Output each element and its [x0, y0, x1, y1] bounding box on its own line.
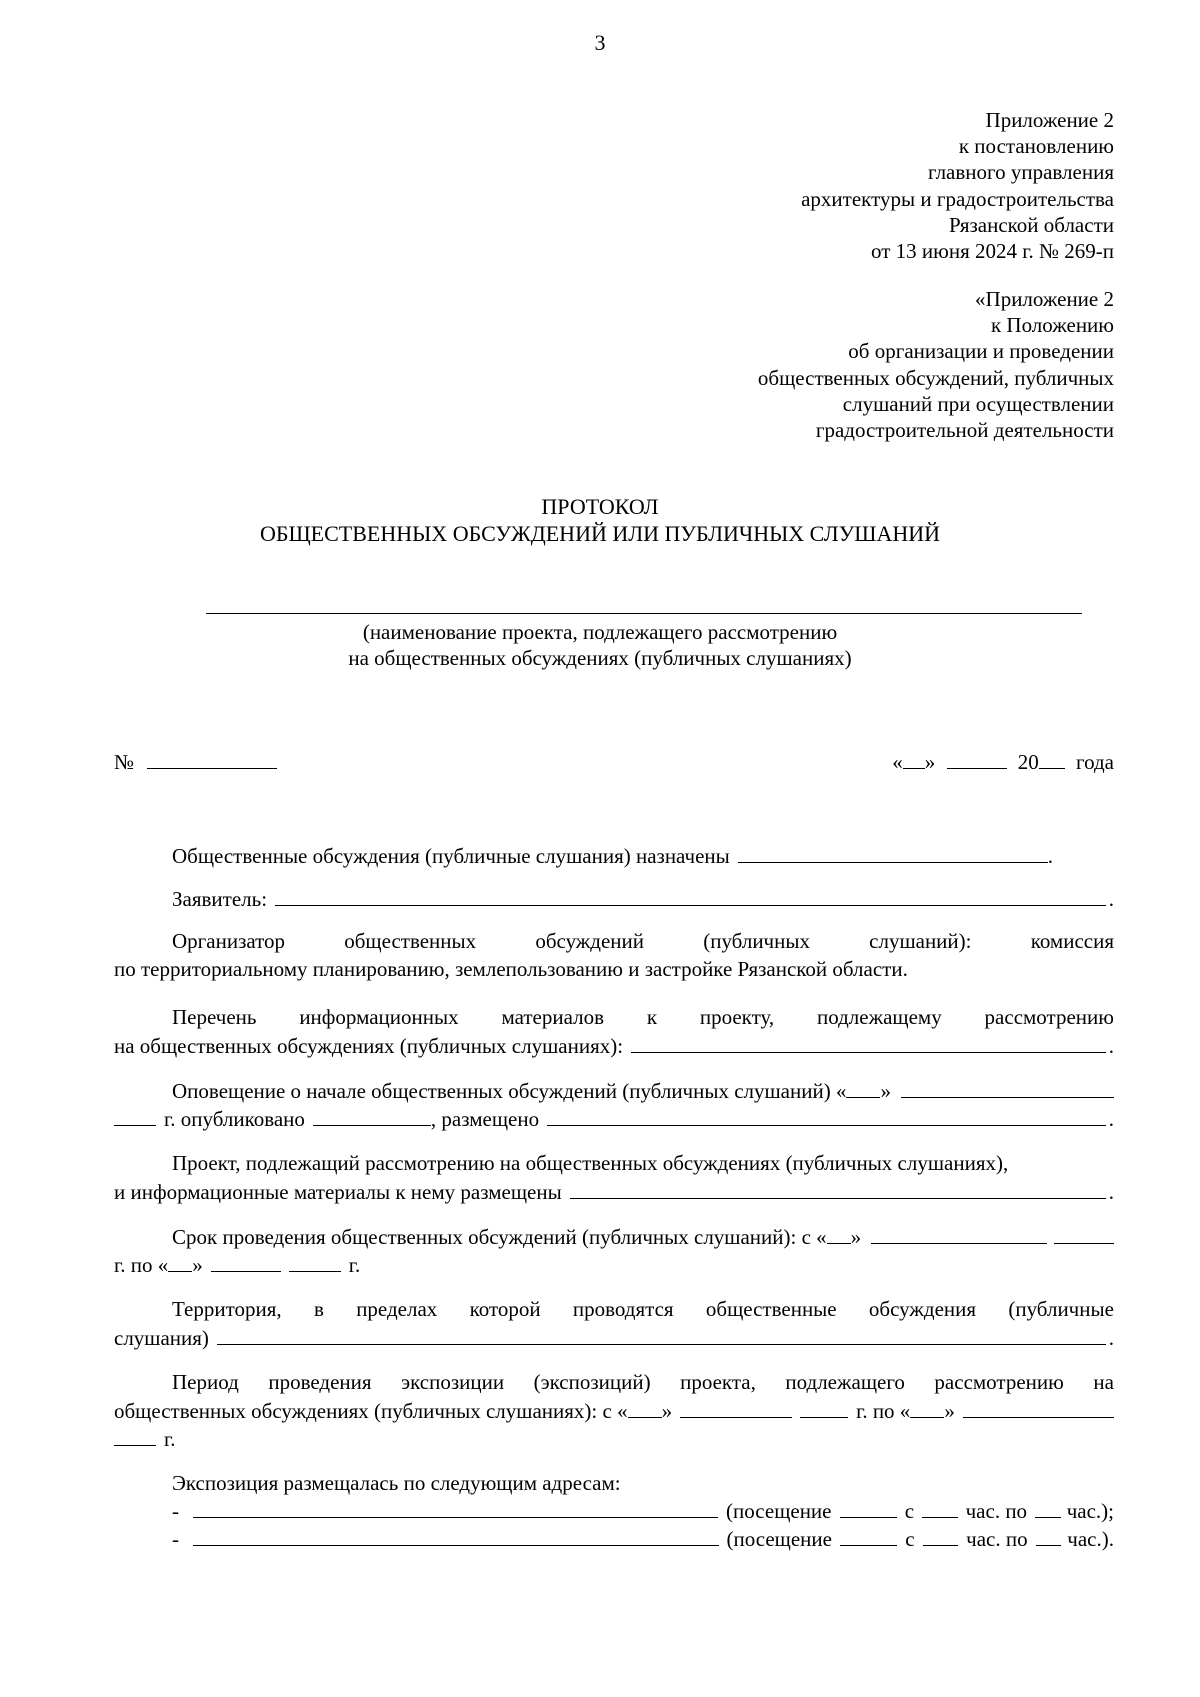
word: на	[1093, 1370, 1114, 1394]
from-label: с	[905, 1527, 915, 1551]
word: в	[313, 1297, 324, 1321]
period: .	[1108, 887, 1114, 911]
notice-label: Оповещение о начале общественных обсуждений (публичных слушаний) «	[172, 1079, 847, 1103]
field-materials	[114, 1004, 1114, 1030]
dash: -	[172, 1527, 179, 1551]
year-abbr: г.	[348, 1253, 361, 1277]
word: информационных	[299, 1005, 459, 1029]
quote: »	[880, 1079, 891, 1103]
field-exposition-period	[114, 1369, 1114, 1395]
term-end-year-blank[interactable]	[289, 1251, 341, 1272]
exposition-start-month-blank[interactable]	[680, 1397, 792, 1418]
address-blank[interactable]	[193, 1525, 719, 1546]
exposition-end-day-blank[interactable]	[910, 1397, 944, 1418]
term-label: Срок проведения общественных обсуждений (публичных слушаний): с «	[172, 1225, 827, 1249]
number-date-row	[114, 748, 1114, 775]
project-name-blank[interactable]	[206, 613, 1082, 614]
word: Перечень	[172, 1005, 257, 1029]
word: материалов	[501, 1005, 604, 1029]
field-term	[114, 1223, 1114, 1250]
materials-blank[interactable]	[631, 1032, 1106, 1053]
appendix-line: градостроительной деятельности	[815, 418, 1114, 443]
project-placed-line-2	[114, 1178, 1114, 1205]
hours-to-blank[interactable]	[1035, 1497, 1061, 1518]
notice-month-blank[interactable]	[901, 1077, 1114, 1098]
term-start-year-blank[interactable]	[1054, 1223, 1114, 1244]
approval-line: главного управления	[928, 160, 1114, 185]
caption-line-1: (наименование проекта, подлежащего рассмотрению	[362, 620, 838, 644]
territory-line-2	[114, 1324, 1114, 1351]
exposition-start-day-blank[interactable]	[628, 1397, 662, 1418]
materials-line-2	[114, 1032, 1114, 1059]
exposition-start-year-blank[interactable]	[800, 1397, 848, 1418]
word: обсуждений	[535, 929, 645, 953]
title-line-2: ОБЩЕСТВЕННЫХ ОБСУЖДЕНИЙ ИЛИ ПУБЛИЧНЫХ СЛУШАНИЙ	[259, 521, 941, 546]
notice-line-2	[114, 1105, 1114, 1132]
term-end-day-blank[interactable]	[168, 1251, 192, 1272]
word: слушаний):	[869, 929, 972, 953]
word: экспозиции	[401, 1370, 505, 1394]
day-blank[interactable]	[903, 748, 925, 769]
word: Период	[172, 1370, 239, 1394]
term-line-2	[114, 1251, 1114, 1278]
visit-label: (посещение	[726, 1527, 832, 1551]
word: Территория,	[172, 1297, 282, 1321]
hours-from-blank[interactable]	[923, 1525, 959, 1546]
word: проводятся	[572, 1297, 674, 1321]
approval-line: от 13 июня 2024 г. № 269-п	[871, 239, 1114, 264]
year-prefix: 20	[1017, 750, 1039, 774]
approval-line: к постановлению	[958, 134, 1114, 159]
applicant-blank[interactable]	[275, 885, 1106, 906]
organizer-line-2: по территориальному планированию, землепользованию и застройке Рязанской области.	[114, 957, 908, 981]
caption-line-2: на общественных обсуждениях (публичных слушаниях)	[348, 646, 852, 670]
word: рассмотрению	[984, 1005, 1114, 1029]
territory-blank[interactable]	[217, 1324, 1106, 1345]
word: проекта,	[680, 1370, 756, 1394]
word: которой	[469, 1297, 541, 1321]
field-territory	[114, 1296, 1114, 1322]
word: общественные	[705, 1297, 837, 1321]
appendix-line: к Положению	[990, 313, 1114, 338]
hours-from-blank[interactable]	[922, 1497, 958, 1518]
address-row-2	[114, 1525, 1114, 1552]
quote: »	[850, 1225, 862, 1249]
word: к	[646, 1005, 658, 1029]
hours-to-blank[interactable]	[1036, 1525, 1062, 1546]
scheduled-blank[interactable]	[738, 842, 1048, 863]
notice-day-blank[interactable]	[846, 1077, 880, 1098]
appendix-line: общественных обсуждений, публичных	[757, 365, 1114, 390]
approval-line: Приложение 2	[985, 108, 1114, 132]
notice-placed-label: , размещено	[430, 1107, 540, 1131]
project-placed-label: и информационные материалы к нему размещены	[114, 1180, 562, 1204]
month-blank[interactable]	[947, 748, 1007, 769]
year-blank[interactable]	[1039, 748, 1065, 769]
term-start-day-blank[interactable]	[827, 1223, 851, 1244]
visit-days-blank[interactable]	[840, 1497, 897, 1518]
hours-to-label: час. по	[966, 1527, 1028, 1551]
project-placed-blank[interactable]	[570, 1178, 1106, 1199]
period: .	[1108, 1107, 1114, 1131]
word: комиссия	[1030, 929, 1114, 953]
exposition-end-year-blank[interactable]	[114, 1425, 156, 1446]
period: .	[1108, 1326, 1114, 1350]
hours-end-label: час.);	[1066, 1499, 1114, 1523]
number-label: №	[114, 750, 135, 774]
notice-published-blank[interactable]	[313, 1105, 431, 1126]
word: (публичных	[703, 929, 810, 953]
page-number: 3	[594, 30, 606, 55]
word: пределах	[356, 1297, 438, 1321]
project-name-caption	[0, 619, 1200, 671]
exposition-from-label: общественных обсуждениях (публичных слушаниях): с «	[114, 1399, 628, 1423]
territory-label: слушания)	[114, 1326, 209, 1350]
period: .	[1108, 1034, 1114, 1058]
field-project-placed: Проект, подлежащий рассмотрению на общественных обсуждениях (публичных слушаниях),	[172, 1151, 1009, 1175]
hours-to-label: час. по	[965, 1499, 1028, 1523]
date-open-quote: «	[892, 750, 903, 774]
field-applicant	[114, 885, 1114, 912]
exposition-period-line-3	[114, 1425, 1114, 1452]
year-suffix: года	[1076, 750, 1114, 774]
exposition-to-label: г. по «	[856, 1399, 911, 1423]
approval-block	[801, 107, 1114, 264]
word: рассмотрению	[934, 1370, 1064, 1394]
approval-line: Рязанской области	[948, 212, 1114, 237]
applicant-label: Заявитель:	[172, 887, 268, 911]
word: подлежащему	[816, 1005, 942, 1029]
field-organizer	[114, 928, 1114, 954]
word: (публичные	[1008, 1297, 1114, 1321]
document-title	[0, 493, 1200, 547]
word: проведения	[268, 1370, 372, 1394]
quote: »	[661, 1399, 673, 1423]
number-blank[interactable]	[147, 748, 277, 769]
field-scheduled	[114, 842, 1114, 869]
year-abbr: г.	[164, 1427, 176, 1451]
date-close-quote: »	[924, 750, 936, 774]
word: проекту,	[699, 1005, 775, 1029]
exposition-addresses-label: Экспозиция размещалась по следующим адресам:	[172, 1471, 621, 1495]
exposition-period-line-2	[114, 1397, 1114, 1424]
term-to-label: г. по «	[114, 1253, 169, 1277]
word: обсуждения	[868, 1297, 977, 1321]
appendix-line: слушаний при осуществлении	[842, 391, 1114, 416]
period: .	[1047, 844, 1054, 868]
visit-label: (посещение	[726, 1499, 832, 1523]
exposition-end-month-blank[interactable]	[963, 1397, 1114, 1418]
notice-placed-blank[interactable]	[547, 1105, 1106, 1126]
appendix-line: об организации и проведении	[848, 339, 1114, 364]
term-end-month-blank[interactable]	[211, 1251, 281, 1272]
address-row-1	[114, 1497, 1114, 1524]
word: подлежащего	[785, 1370, 905, 1394]
visit-days-blank[interactable]	[840, 1525, 897, 1546]
appendix-line: «Приложение 2	[975, 287, 1114, 311]
materials-label: на общественных обсуждениях (публичных слушаниях):	[114, 1034, 624, 1058]
quote: »	[192, 1253, 203, 1277]
appendix-block	[758, 286, 1114, 443]
term-start-month-blank[interactable]	[871, 1223, 1047, 1244]
quote: »	[944, 1399, 955, 1423]
dash: -	[172, 1499, 179, 1523]
word: Организатор	[172, 929, 286, 953]
hours-end-label: час.).	[1067, 1527, 1114, 1551]
word: (экспозиций)	[533, 1370, 651, 1394]
from-label: с	[904, 1499, 915, 1523]
title-line-1: ПРОТОКОЛ	[541, 494, 659, 519]
notice-year-blank[interactable]	[114, 1105, 156, 1126]
address-blank[interactable]	[193, 1497, 718, 1518]
word: общественных	[344, 929, 477, 953]
scheduled-label: Общественные обсуждения (публичные слушания) назначены	[172, 844, 730, 868]
period: .	[1108, 1180, 1114, 1204]
field-notice	[114, 1077, 1114, 1104]
notice-published-label: г. опубликовано	[164, 1107, 305, 1131]
approval-line: архитектуры и градостроительства	[801, 186, 1114, 211]
